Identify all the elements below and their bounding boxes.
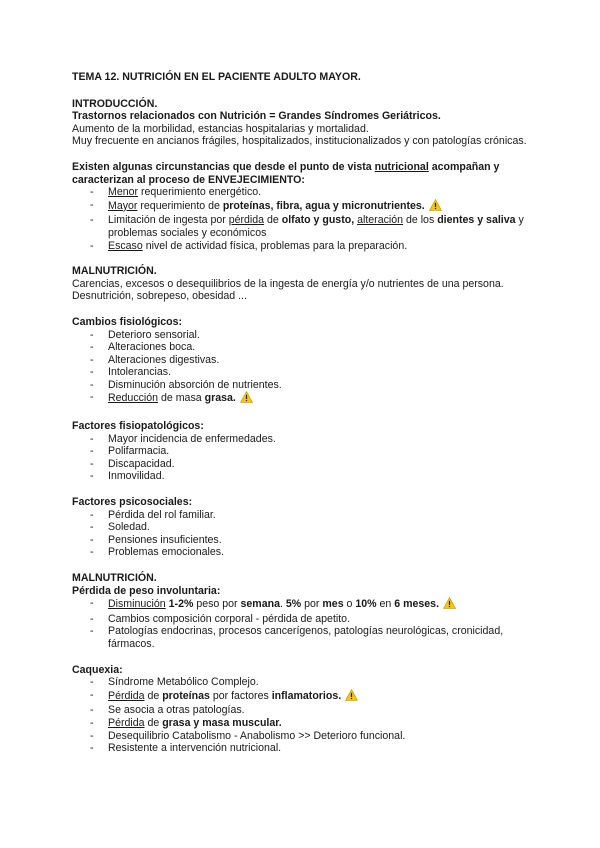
pathophysiological-list — [72, 433, 532, 483]
list-item: - Síndrome Metabólico Complejo. — [72, 676, 532, 689]
list-item: - Menor requerimiento energético. — [72, 186, 532, 199]
list-item: - Disminución absorción de nutrientes. — [72, 379, 532, 392]
list-item: - Pérdida del rol familiar. — [72, 509, 532, 522]
psychosocial-heading: Factores psicosociales: — [72, 496, 193, 509]
weight-loss-subheading: Pérdida de peso involuntaria: — [72, 584, 221, 597]
physiological-section — [72, 316, 532, 407]
list-item: - Pérdida de proteínas por factores inflamatorios. — [72, 689, 532, 705]
weight-loss-list — [72, 597, 532, 650]
list-item: - Pensiones insuficientes. — [72, 534, 532, 547]
cachexia-list — [72, 676, 532, 755]
circumstances-heading: Existen algunas circunstancias que desde el punto de vista nutricional acompañan y caracterizan al proceso de ENVEJECIMIENTO: — [72, 160, 500, 186]
list-item: - Alteraciones boca. — [72, 341, 532, 354]
list-item: - Polifarmacia. — [72, 445, 532, 458]
psychosocial-list — [72, 509, 532, 559]
doc-title: TEMA 12. NUTRICIÓN EN EL PACIENTE ADULTO MAYOR. — [72, 71, 361, 83]
list-item: - Problemas emocionales. — [72, 546, 532, 559]
psychosocial-section — [72, 496, 532, 559]
pathophysiological-section — [72, 420, 532, 483]
intro-line-2: Muy frecuente en ancianos frágiles, hospitalizados, institucionalizados y con patologías crónicas. — [72, 135, 527, 148]
intro-line-1: Aumento de la morbilidad, estancias hospitalarias y mortalidad. — [72, 122, 369, 135]
list-item: - Inmovilidad. — [72, 470, 532, 483]
pathophysiological-heading: Factores fisiopatológicos: — [72, 420, 204, 433]
malnutrition-section — [72, 265, 532, 303]
list-item: - Desequilibrio Catabolismo - Anabolismo >> Deterioro funcional. — [72, 730, 532, 743]
document-content — [72, 71, 532, 768]
list-item: - Intolerancias. — [72, 366, 532, 379]
list-item: - Pérdida de grasa y masa muscular. — [72, 717, 532, 730]
list-item: - Disminución 1-2% peso por semana. 5% por mes o 10% en 6 meses. — [72, 597, 532, 613]
physiological-list — [72, 329, 532, 408]
list-item: - Cambios composición corporal - pérdida de apetito. — [72, 613, 532, 626]
list-item: - Mayor incidencia de enfermedades. — [72, 433, 532, 446]
weight-loss-section — [72, 572, 532, 651]
list-item: - Resistente a intervención nutricional. — [72, 742, 532, 755]
malnutrition-heading: MALNUTRICIÓN. — [72, 265, 157, 278]
intro-subheading: Trastornos relacionados con Nutrición = Grandes Síndromes Geriátricos. — [72, 110, 441, 123]
list-item: - Soledad. — [72, 521, 532, 534]
warning-icon — [429, 199, 442, 215]
circumstances-section — [72, 161, 532, 252]
list-item: - Mayor requerimiento de proteínas, fibra, agua y micronutrientes. — [72, 199, 532, 215]
list-item: - Alteraciones digestivas. — [72, 354, 532, 367]
warning-icon — [240, 391, 253, 407]
list-item: - Reducción de masa grasa. — [72, 391, 532, 407]
intro-heading: INTRODUCCIÓN. — [72, 97, 158, 110]
physiological-heading: Cambios fisiológicos: — [72, 315, 183, 328]
circumstances-list — [72, 186, 532, 252]
list-item: - Escaso nivel de actividad física, problemas para la preparación. — [72, 240, 532, 253]
list-item: - Deterioro sensorial. — [72, 329, 532, 342]
cachexia-heading: Caquexia: — [72, 663, 123, 676]
malnutrition-line-1: Carencias, excesos o desequilibrios de la ingesta de energía y/o nutrientes de una persona. — [72, 277, 504, 290]
list-item: - Limitación de ingesta por pérdida de olfato y gusto, alteración de los dientes y saliva y problemas sociales y económicos — [72, 214, 532, 239]
warning-icon — [443, 597, 456, 613]
list-item: - Se asocia a otras patologías. — [72, 704, 532, 717]
list-item: - Patologías endocrinas, procesos cancerígenos, patologías neurológicas, cronicidad, fármacos. — [72, 625, 532, 650]
warning-icon — [345, 689, 358, 705]
malnutrition-heading-2: MALNUTRICIÓN. — [72, 572, 157, 584]
list-item: - Discapacidad. — [72, 458, 532, 471]
intro-section — [72, 98, 532, 148]
malnutrition-line-2: Desnutrición, sobrepeso, obesidad ... — [72, 290, 247, 303]
cachexia-section — [72, 664, 532, 755]
